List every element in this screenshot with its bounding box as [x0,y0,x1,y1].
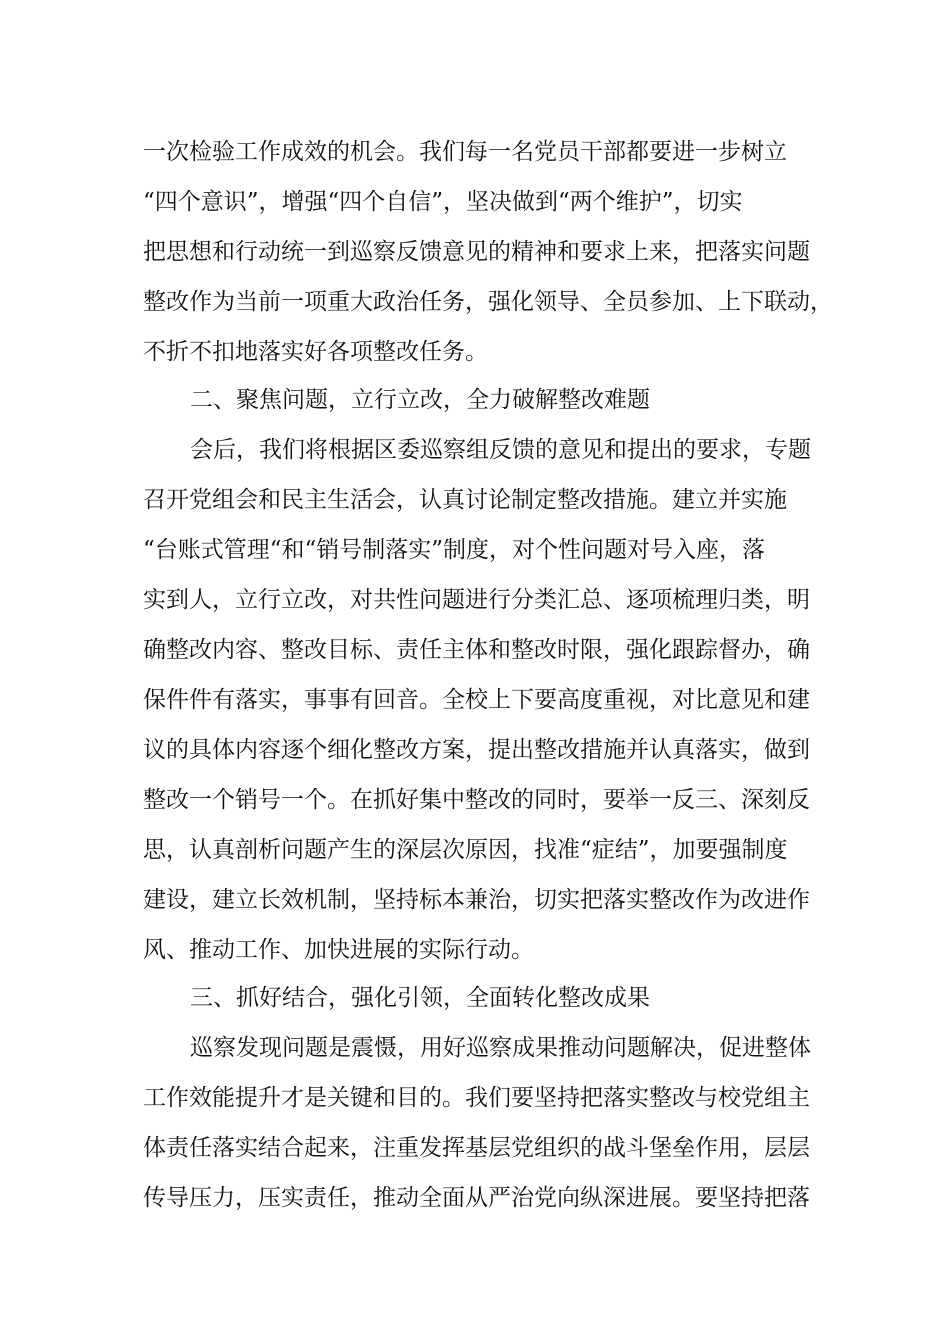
paragraph-line: 体责任落实结合起来，注重发挥基层党组织的战斗堡垒作用，层层 [143,1135,810,1161]
section-heading-3: 三、抓好结合，强化引领，全面转化整改成果 [190,985,650,1011]
paragraph-line: 整改一个销号一个。在抓好集中整改的同时，要举一反三、深刻反 [143,787,810,813]
paragraph-line: 议的具体内容逐个细化整改方案，提出整改措施并认真落实，做到 [143,737,810,763]
paragraph-line: 巡察发现问题是震慑，用好巡察成果推动问题解决，促进整体 [190,1035,811,1061]
paragraph-line: 会后，我们将根据区委巡察组反馈的意见和提出的要求，专题 [190,437,811,463]
paragraph-line: 把思想和行动统一到巡察反馈意见的精神和要求上来，把落实问题 [143,239,810,265]
paragraph-line: 建设，建立长效机制，坚持标本兼治，切实把落实整改作为改进作 [143,887,810,913]
paragraph-line: 召开党组会和民主生活会，认真讨论制定整改措施。建立并实施 [143,487,787,513]
paragraph-line: “台账式管理“和“销号制落实”制度，对个性问题对号入座，落 [143,537,766,563]
paragraph-line: 保件件有落实，事事有回音。全校上下要高度重视，对比意见和建 [143,687,810,713]
paragraph-line: 思，认真剖析问题产生的深层次原因，找准“症结”，加要强制度 [143,837,788,863]
section-heading-2: 二、聚焦问题，立行立改，全力破解整改难题 [190,387,650,413]
paragraph-line: 一次检验工作成效的机会。我们每一名党员干部都要进一步树立 [143,139,787,165]
paragraph-line: 整改作为当前一项重大政治任务，强化领导、全员参加、上下联动， [143,289,833,315]
paragraph-line: 工作效能提升才是关键和目的。我们要坚持把落实整改与校党组主 [143,1085,810,1111]
paragraph-line: 确整改内容、整改目标、责任主体和整改时限，强化跟踪督办，确 [143,637,810,663]
paragraph-line: “四个意识”，增强“四个自信”，坚决做到“两个维护”，切实 [143,189,743,215]
paragraph-line: 传导压力，压实责任，推动全面从严治党向纵深进展。要坚持把落 [143,1185,810,1211]
paragraph-line: 实到人，立行立改，对共性问题进行分类汇总、逐项梳理归类，明 [143,587,810,613]
paragraph-line: 不折不扣地落实好各项整改任务。 [143,339,488,365]
paragraph-line: 风、推动工作、加快进展的实际行动。 [143,937,534,963]
